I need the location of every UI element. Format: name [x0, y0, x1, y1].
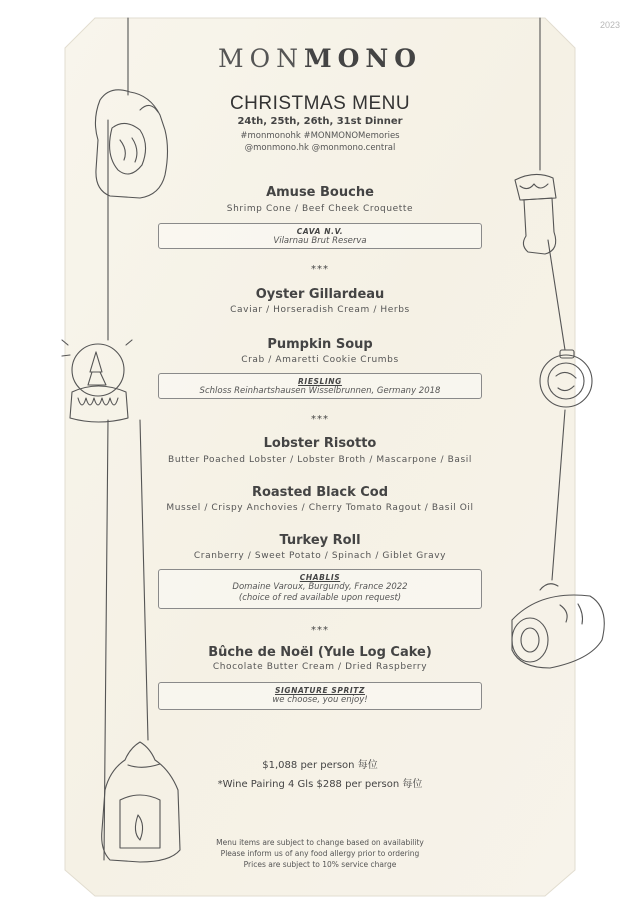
wine-title: CHABLIS — [299, 573, 341, 582]
course-description: Shrimp Cone / Beef Cheek Croquette — [226, 204, 414, 214]
course-title: Lobster Risotto — [263, 436, 377, 451]
wine-line: Domaine Varoux, Burgundy, France 2022 — [232, 582, 408, 592]
course-title: Bûche de Noël (Yule Log Cake) — [208, 645, 432, 660]
wine-line: (choice of red available upon request) — [238, 593, 402, 603]
course-separator: *** — [311, 264, 329, 275]
course-separator: *** — [311, 625, 329, 636]
wine-pairing-box — [158, 569, 482, 609]
course-title: Amuse Bouche — [266, 185, 374, 200]
price-per-person: $1,088 per person 每位 — [262, 760, 378, 771]
course-title: Turkey Roll — [279, 533, 361, 548]
social-handles: @monmono.hk @monmono.central — [244, 143, 396, 153]
wine-title: SIGNATURE SPRITZ — [274, 686, 366, 695]
wine-pairing-box — [158, 682, 482, 710]
year-label: 2023 — [599, 20, 620, 30]
footer-note: Menu items are subject to change based on availability — [216, 838, 424, 847]
wine-line: we choose, you enjoy! — [272, 695, 368, 705]
course-description: Chocolate Butter Cream / Dried Raspberry — [212, 662, 428, 672]
course-title: Oyster Gillardeau — [255, 287, 385, 302]
wine-pairing-box — [158, 223, 482, 249]
brand-logo-part1: MON — [217, 44, 304, 73]
brand-logo-part2: MONO — [303, 44, 423, 73]
course-title: Pumpkin Soup — [267, 337, 373, 352]
wine-title: CAVA N.V. — [296, 227, 344, 236]
course-title: Roasted Black Cod — [251, 485, 389, 500]
hashtags: #monmonohk #MONMONOMemories — [240, 131, 400, 141]
wine-pairing-price: *Wine Pairing 4 Gls $288 per person 每位 — [217, 779, 423, 790]
footer-note: Please inform us of any food allergy prior to ordering — [220, 849, 420, 858]
course-description: Mussel / Crispy Anchovies / Cherry Tomato Ragout / Basil Oil — [166, 503, 474, 513]
menu-dates: 24th, 25th, 26th, 31st Dinner — [237, 116, 403, 127]
course-description: Caviar / Horseradish Cream / Herbs — [230, 305, 410, 315]
course-description: Crab / Amaretti Cookie Crumbs — [241, 355, 399, 365]
footer-note: Prices are subject to 10% service charge — [243, 860, 397, 869]
course-description: Cranberry / Sweet Potato / Spinach / Giblet Gravy — [193, 551, 447, 561]
wine-line: Schloss Reinhartshausen Wisselbrunnen, Germany 2018 — [199, 386, 441, 396]
course-description: Butter Poached Lobster / Lobster Broth / Mascarpone / Basil — [168, 455, 472, 465]
wine-pairing-box — [158, 373, 482, 399]
wine-title: RIESLING — [298, 377, 342, 386]
brand-logo — [0, 44, 640, 73]
course-separator: *** — [311, 414, 329, 425]
menu-title: CHRISTMAS MENU — [229, 93, 411, 114]
wine-line: Vilarnau Brut Reserva — [273, 236, 367, 246]
